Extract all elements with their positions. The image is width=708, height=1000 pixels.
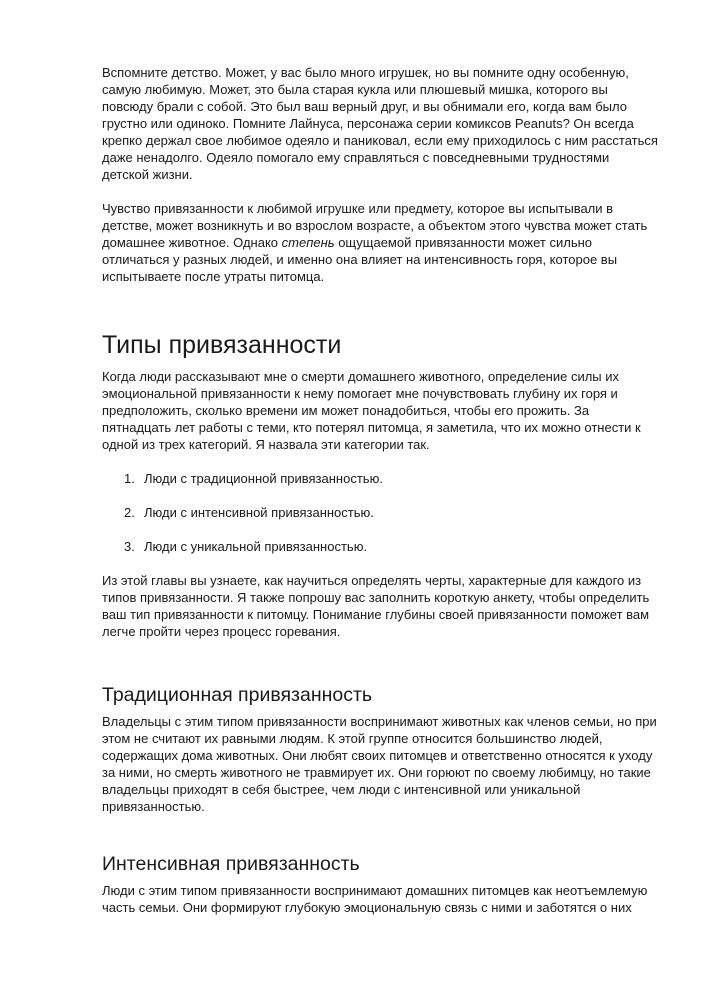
types-paragraph-2: Из этой главы вы узнаете, как научиться определять черты, характерные для каждого из типов привязанности. Я также попрошу вас заполнить короткую анкету, чтобы определить ваш тип привязанности к питомцу. Понимание глубины своей привязанности поможет вам легче пройти через процесс горевания.	[102, 573, 650, 639]
types-list	[102, 470, 658, 555]
list-item	[124, 538, 658, 555]
intensive-paragraph: Люди с этим типом привязанности воспринимают домашних питомцев как неотъемлемую часть семьи. Они формируют глубокую эмоциональную связь с ними и заботятся о них	[102, 883, 648, 915]
intro-paragraph-1: Вспомните детство. Может, у вас было много игрушек, но вы помните одну особенную, самую любимую. Может, это была старая кукла или плюшевый мишка, которого вы повсюду брали с собой. Это был ваш верный друг, и вы обнимали его, когда вам было грустно или одиноко. Помните Лайнуса, персонажа серии комиксов Peanuts? Он всегда крепко держал свое любимое одеяло и паниковал, если ему приходилось с ним расстаться даже ненадолго. Одеяло помогало ему справляться с повседневными трудностями детской жизни.	[102, 65, 658, 182]
section-heading-types: Типы привязанности	[102, 331, 342, 359]
traditional-paragraph: Владельцы с этим типом привязанности воспринимают животных как членов семьи, но при этом не считают их равными людям. К этой группе относится большинство людей, содержащих дома животных. Они любят своих питомцев и ответственно относятся к уходу за ними, но смерть животного не травмирует их. Они горюют по своему любимцу, но такие владельцы приходят в себя быстрее, чем люди с интенсивной или уникальной привязанностью.	[102, 714, 657, 814]
list-item	[124, 504, 658, 521]
types-paragraph-1: Когда люди рассказывают мне о смерти домашнего животного, определение силы их эмоциональной привязанности к нему помогает мне почувствовать глубину их горя и предположить, сколько времени им может понадобиться, чтобы его прожить. За пятнадцать лет работы с теми, кто потерял питомца, я заметила, что их можно отнести к одной из трех категорий. Я назвала эти категории так.	[102, 369, 641, 452]
intro-paragraph-2-start: Чувство привязанности к любимой игрушке или предмету, которое вы испытывали в детстве, может возникнуть и во взрослом возрасте, а объектом этого чувства может стать домашнее животное. Однако	[102, 201, 648, 250]
list-item-number: 1.	[124, 471, 135, 486]
intro-paragraph-2	[102, 200, 658, 285]
list-item-text: Люди с традиционной привязанностью.	[144, 471, 383, 486]
list-item-number: 2.	[124, 505, 135, 520]
section-heading-traditional: Традиционная привязанность	[102, 684, 373, 706]
list-item-text: Люди с интенсивной привязанностью.	[144, 505, 374, 520]
intro-paragraph-2-emphasis: степень	[281, 235, 335, 250]
intro-paragraph-2-end: ощущаемой привязанности может сильно отличаться у разных людей, и именно она влияет на интенсивность горя, которое вы испытываете после утраты питомца.	[102, 235, 618, 284]
section-heading-intensive: Интенсивная привязанность	[102, 853, 360, 875]
document-page	[102, 64, 658, 916]
list-item-number: 3.	[124, 539, 135, 554]
list-item	[124, 470, 658, 487]
list-item-text: Люди с уникальной привязанностью.	[144, 539, 368, 554]
